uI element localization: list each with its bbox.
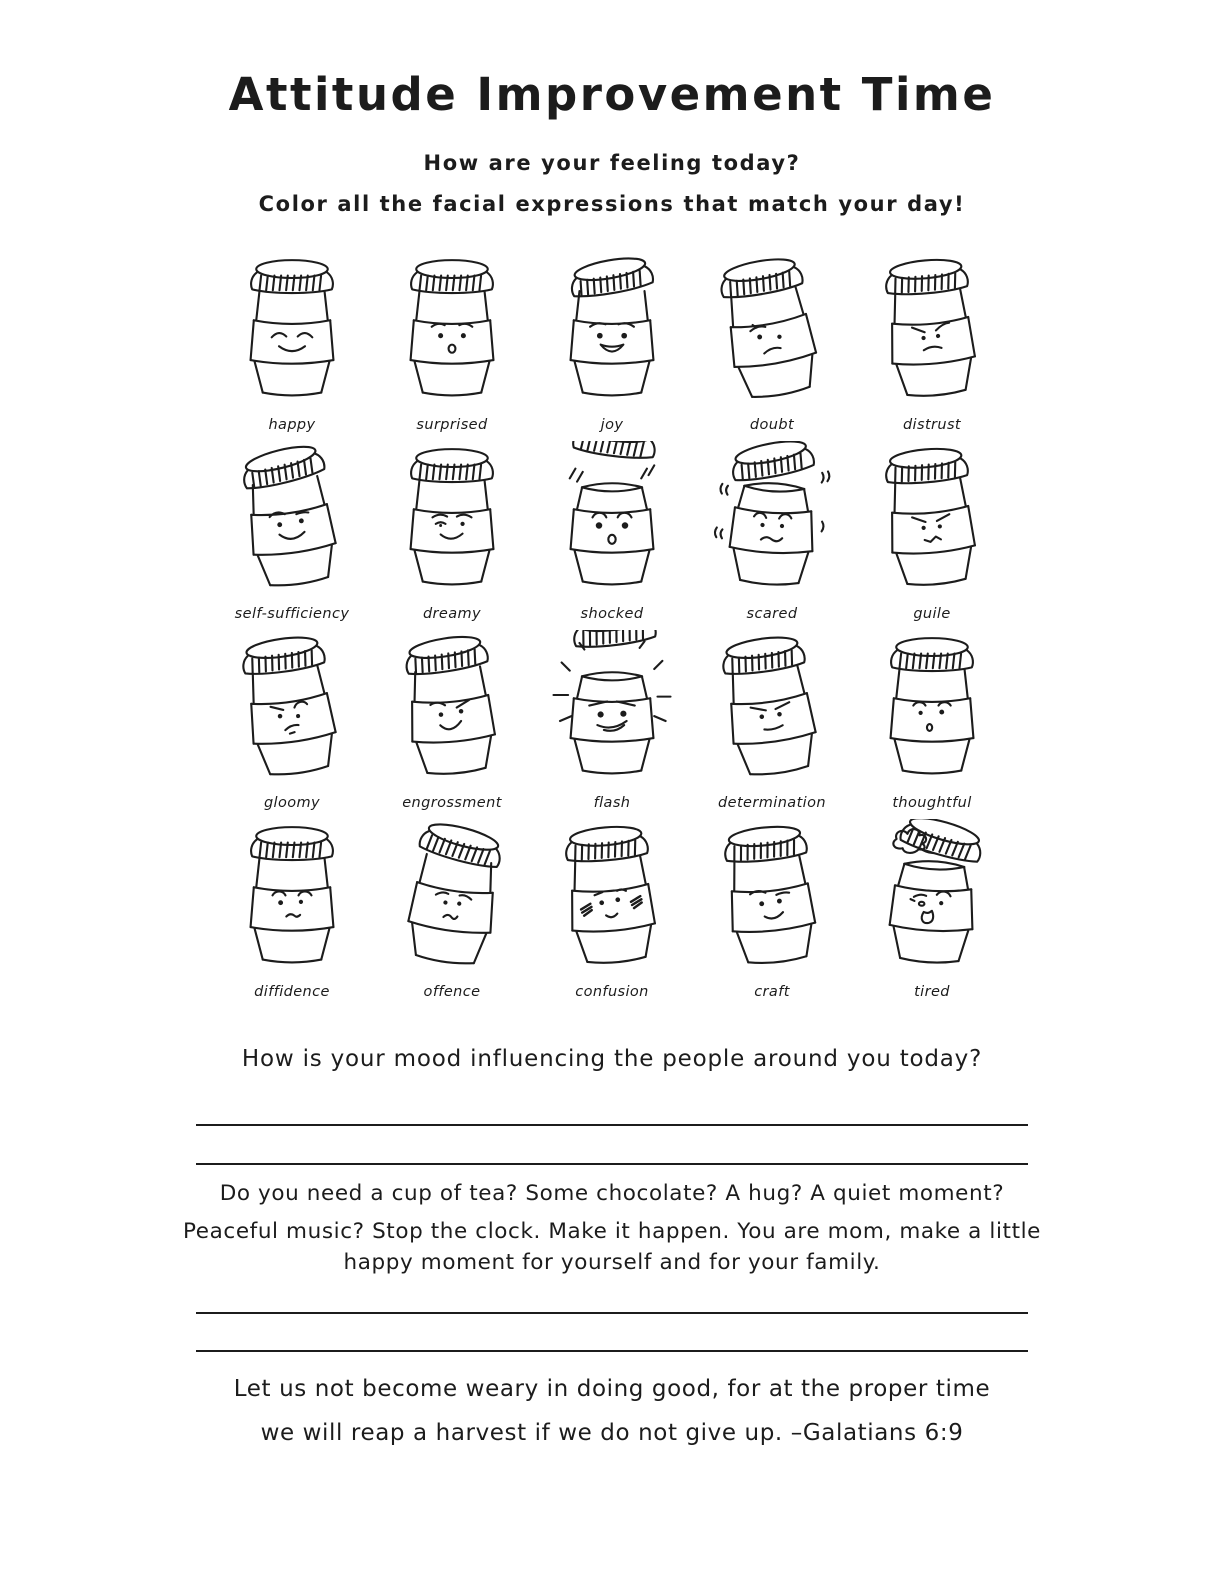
mood-cell-craft (692, 819, 852, 1000)
coffee-cup-illustration (227, 441, 357, 610)
coffee-cup-illustration (387, 441, 517, 610)
cup-label: joy (600, 417, 624, 433)
subtitle-line-1: How are your feeling today? (423, 151, 801, 175)
coffee-cup-illustration (547, 252, 677, 421)
answer-line-2 (196, 1163, 1028, 1165)
coffee-cup-illustration (707, 630, 837, 799)
cup-label: tired (914, 984, 950, 1000)
cup-face (432, 324, 473, 353)
coffee-cup-illustration (547, 441, 677, 610)
cup-face (433, 891, 472, 921)
cup-label: craft (754, 984, 790, 1000)
cup-face (590, 323, 634, 351)
mood-cell-diffidence (212, 819, 372, 1000)
coffee-cup-illustration (387, 819, 517, 988)
cup-face (909, 890, 950, 924)
mood-cell-joy (532, 252, 692, 433)
coffee-cup-illustration (867, 819, 997, 988)
cup-label: shocked (580, 606, 644, 622)
subtitle-line-2: Color all the facial expressions that match your day! (258, 192, 966, 216)
cup-face (272, 333, 313, 351)
prompt-line-2: Peaceful music? Stop the clock. Make it happen. You are mom, make a little happy moment for yourself and for your family. (183, 1219, 1041, 1276)
answer-line-3 (196, 1312, 1028, 1314)
mood-cell-doubt (692, 252, 852, 433)
mood-cell-thoughtful (852, 630, 1012, 811)
mood-cell-tired (852, 819, 1012, 1000)
mood-cell-scared (692, 441, 852, 622)
cup-label: gloomy (263, 795, 321, 811)
cup-face (753, 513, 792, 542)
cup-face (593, 513, 632, 544)
coffee-cup-illustration (867, 441, 997, 610)
mood-cell-shocked (532, 441, 692, 622)
cup-label: distrust (902, 417, 962, 433)
cup-label: engrossment (402, 795, 502, 811)
page-title: Attitude Improvement Time (228, 68, 996, 121)
coffee-cup-illustration (227, 630, 357, 799)
mood-cell-engrossment (372, 630, 532, 811)
mood-cell-flash (532, 630, 692, 811)
answer-line-4 (196, 1350, 1028, 1352)
cup-label: diffidence (254, 984, 330, 1000)
cup-face (913, 702, 950, 731)
coffee-cup-illustration (707, 441, 837, 610)
cup-label: offence (423, 984, 481, 1000)
cup-label: thoughtful (892, 795, 972, 811)
cup-label: guile (913, 606, 951, 622)
cup-face (430, 700, 471, 731)
cup-face (273, 891, 312, 916)
cup-label: confusion (575, 984, 649, 1000)
cup-label: self-sufficiency (234, 606, 350, 622)
mood-cell-distrust (852, 252, 1012, 433)
mood-cell-dreamy (372, 441, 532, 622)
cup-face (589, 702, 635, 731)
coffee-cup-illustration (547, 630, 677, 799)
cup-label: scared (746, 606, 798, 622)
cup-face (433, 515, 472, 539)
cup-face (912, 514, 951, 543)
coffee-cup-illustration (227, 819, 357, 988)
scripture-quote (162, 1368, 1062, 1455)
prompt-line-1: Do you need a cup of tea? Some chocolate? A hug? A quiet moment? (219, 1181, 1005, 1206)
cup-face (270, 701, 310, 736)
cup-face (912, 323, 951, 351)
coffee-cup-illustration (867, 252, 997, 421)
mood-cell-offence (372, 819, 532, 1000)
reflection-question: How is your mood influencing the people around you today? (241, 1046, 983, 1072)
cup-label: determination (718, 795, 826, 811)
mood-cell-guile (852, 441, 1012, 622)
coffee-cup-illustration (227, 252, 357, 421)
cup-label: doubt (749, 417, 795, 433)
mood-cell-determination (692, 630, 852, 811)
scripture-quote-line-2: we will reap a harvest if we do not give up. –Galatians 6:9 (260, 1420, 964, 1447)
cup-label: happy (268, 417, 316, 433)
cup-label: surprised (416, 417, 488, 433)
coffee-cup-illustration (387, 630, 517, 799)
coffee-cup-illustration (707, 819, 837, 988)
mood-cell-surprised (372, 252, 532, 433)
mood-cell-happy (212, 252, 372, 433)
coffee-cup-illustration (707, 252, 837, 421)
coffee-cup-illustration (547, 819, 677, 988)
cup-face (751, 702, 793, 732)
scripture-quote-line-1: Let us not become weary in doing good, for at the proper time (233, 1376, 991, 1403)
cup-label: dreamy (422, 606, 482, 622)
mood-cell-gloomy (212, 630, 372, 811)
answer-line-1 (196, 1124, 1028, 1126)
mood-grid (212, 252, 1012, 1000)
cup-label: flash (593, 795, 631, 811)
mood-cell-self-sufficiency (212, 441, 372, 622)
coffee-cup-illustration (387, 252, 517, 421)
coffee-cup-illustration (867, 630, 997, 799)
mood-cell-confusion (532, 819, 692, 1000)
